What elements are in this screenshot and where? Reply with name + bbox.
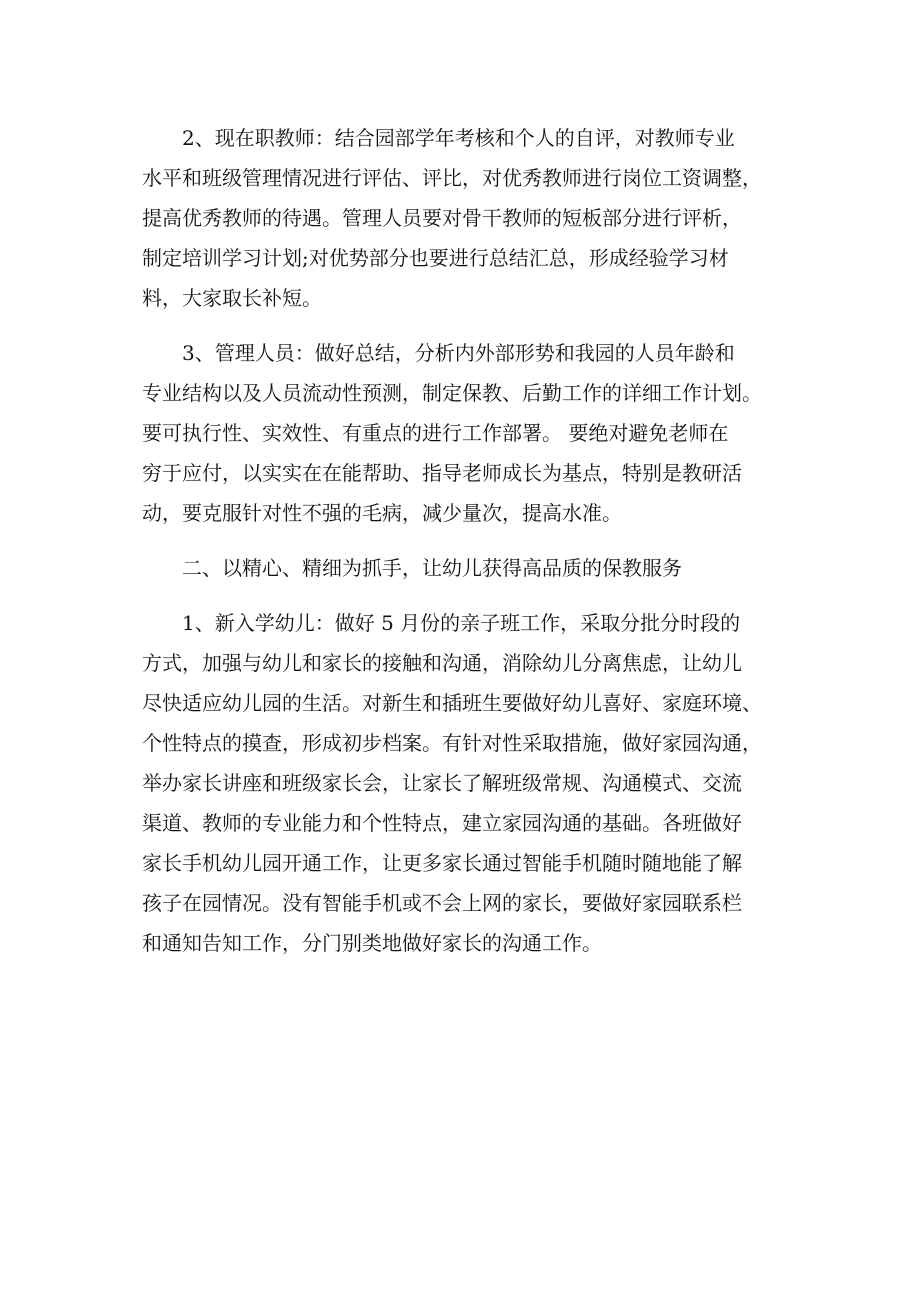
- document-body: [142, 118, 782, 963]
- text-line: 和通知告知工作，分门别类地做好家长的沟通工作。: [142, 931, 602, 955]
- text-line: 提高优秀教师的待遇。管理人员要对骨干教师的短板部分进行评析，: [142, 206, 742, 230]
- text-line: 孩子在园情况。没有智能手机或不会上网的家长，要做好家园联系栏: [142, 891, 742, 915]
- paragraph-managers: [142, 333, 782, 533]
- text-line: 要可执行性、实效性、有重点的进行工作部署。 要绝对避免老师在: [142, 421, 729, 445]
- text-line: 2、现在职教师：结合园部学年考核和个人的自评，对教师专业: [182, 126, 735, 150]
- text-line: 家长手机幼儿园开通工作，让更多家长通过智能手机随时随地能了解: [142, 851, 742, 875]
- section-heading: [142, 548, 782, 588]
- text-line: 水平和班级管理情况进行评估、评比，对优秀教师进行岗位工资调整，: [142, 166, 762, 190]
- text-line: 专业结构以及人员流动性预测，制定保教、后勤工作的详细工作计划。: [142, 381, 762, 405]
- text-line: 渠道、教师的专业能力和个性特点，建立家园沟通的基础。各班做好: [142, 811, 742, 835]
- heading-line: 二、以精心、精细为抓手，让幼儿获得高品质的保教服务: [182, 556, 682, 580]
- text-line: 举办家长讲座和班级家长会，让家长了解班级常规、沟通模式、交流: [142, 771, 742, 795]
- paragraph-teachers: [142, 118, 782, 318]
- text-line: 制定培训学习计划;对优势部分也要进行总结汇总，形成经验学习材: [142, 246, 729, 270]
- text-line: 个性特点的摸查，形成初步档案。有针对性采取措施，做好家园沟通，: [142, 731, 762, 755]
- text-line: 穷于应付，以实实在在能帮助、指导老师成长为基点，特别是教研活: [142, 461, 742, 485]
- paragraph-new-students: [142, 603, 782, 963]
- text-line: 动，要克服针对性不强的毛病，减少量次，提高水准。: [142, 501, 622, 525]
- text-line: 方式，加强与幼儿和家长的接触和沟通，消除幼儿分离焦虑，让幼儿: [142, 651, 742, 675]
- text-line: 尽快适应幼儿园的生活。对新生和插班生要做好幼儿喜好、家庭环境、: [142, 691, 762, 715]
- text-line: 料，大家取长补短。: [142, 286, 322, 310]
- text-line: 1、新入学幼儿：做好 5 月份的亲子班工作，采取分批分时段的: [182, 611, 741, 635]
- text-line: 3、管理人员：做好总结，分析内外部形势和我园的人员年龄和: [182, 341, 735, 365]
